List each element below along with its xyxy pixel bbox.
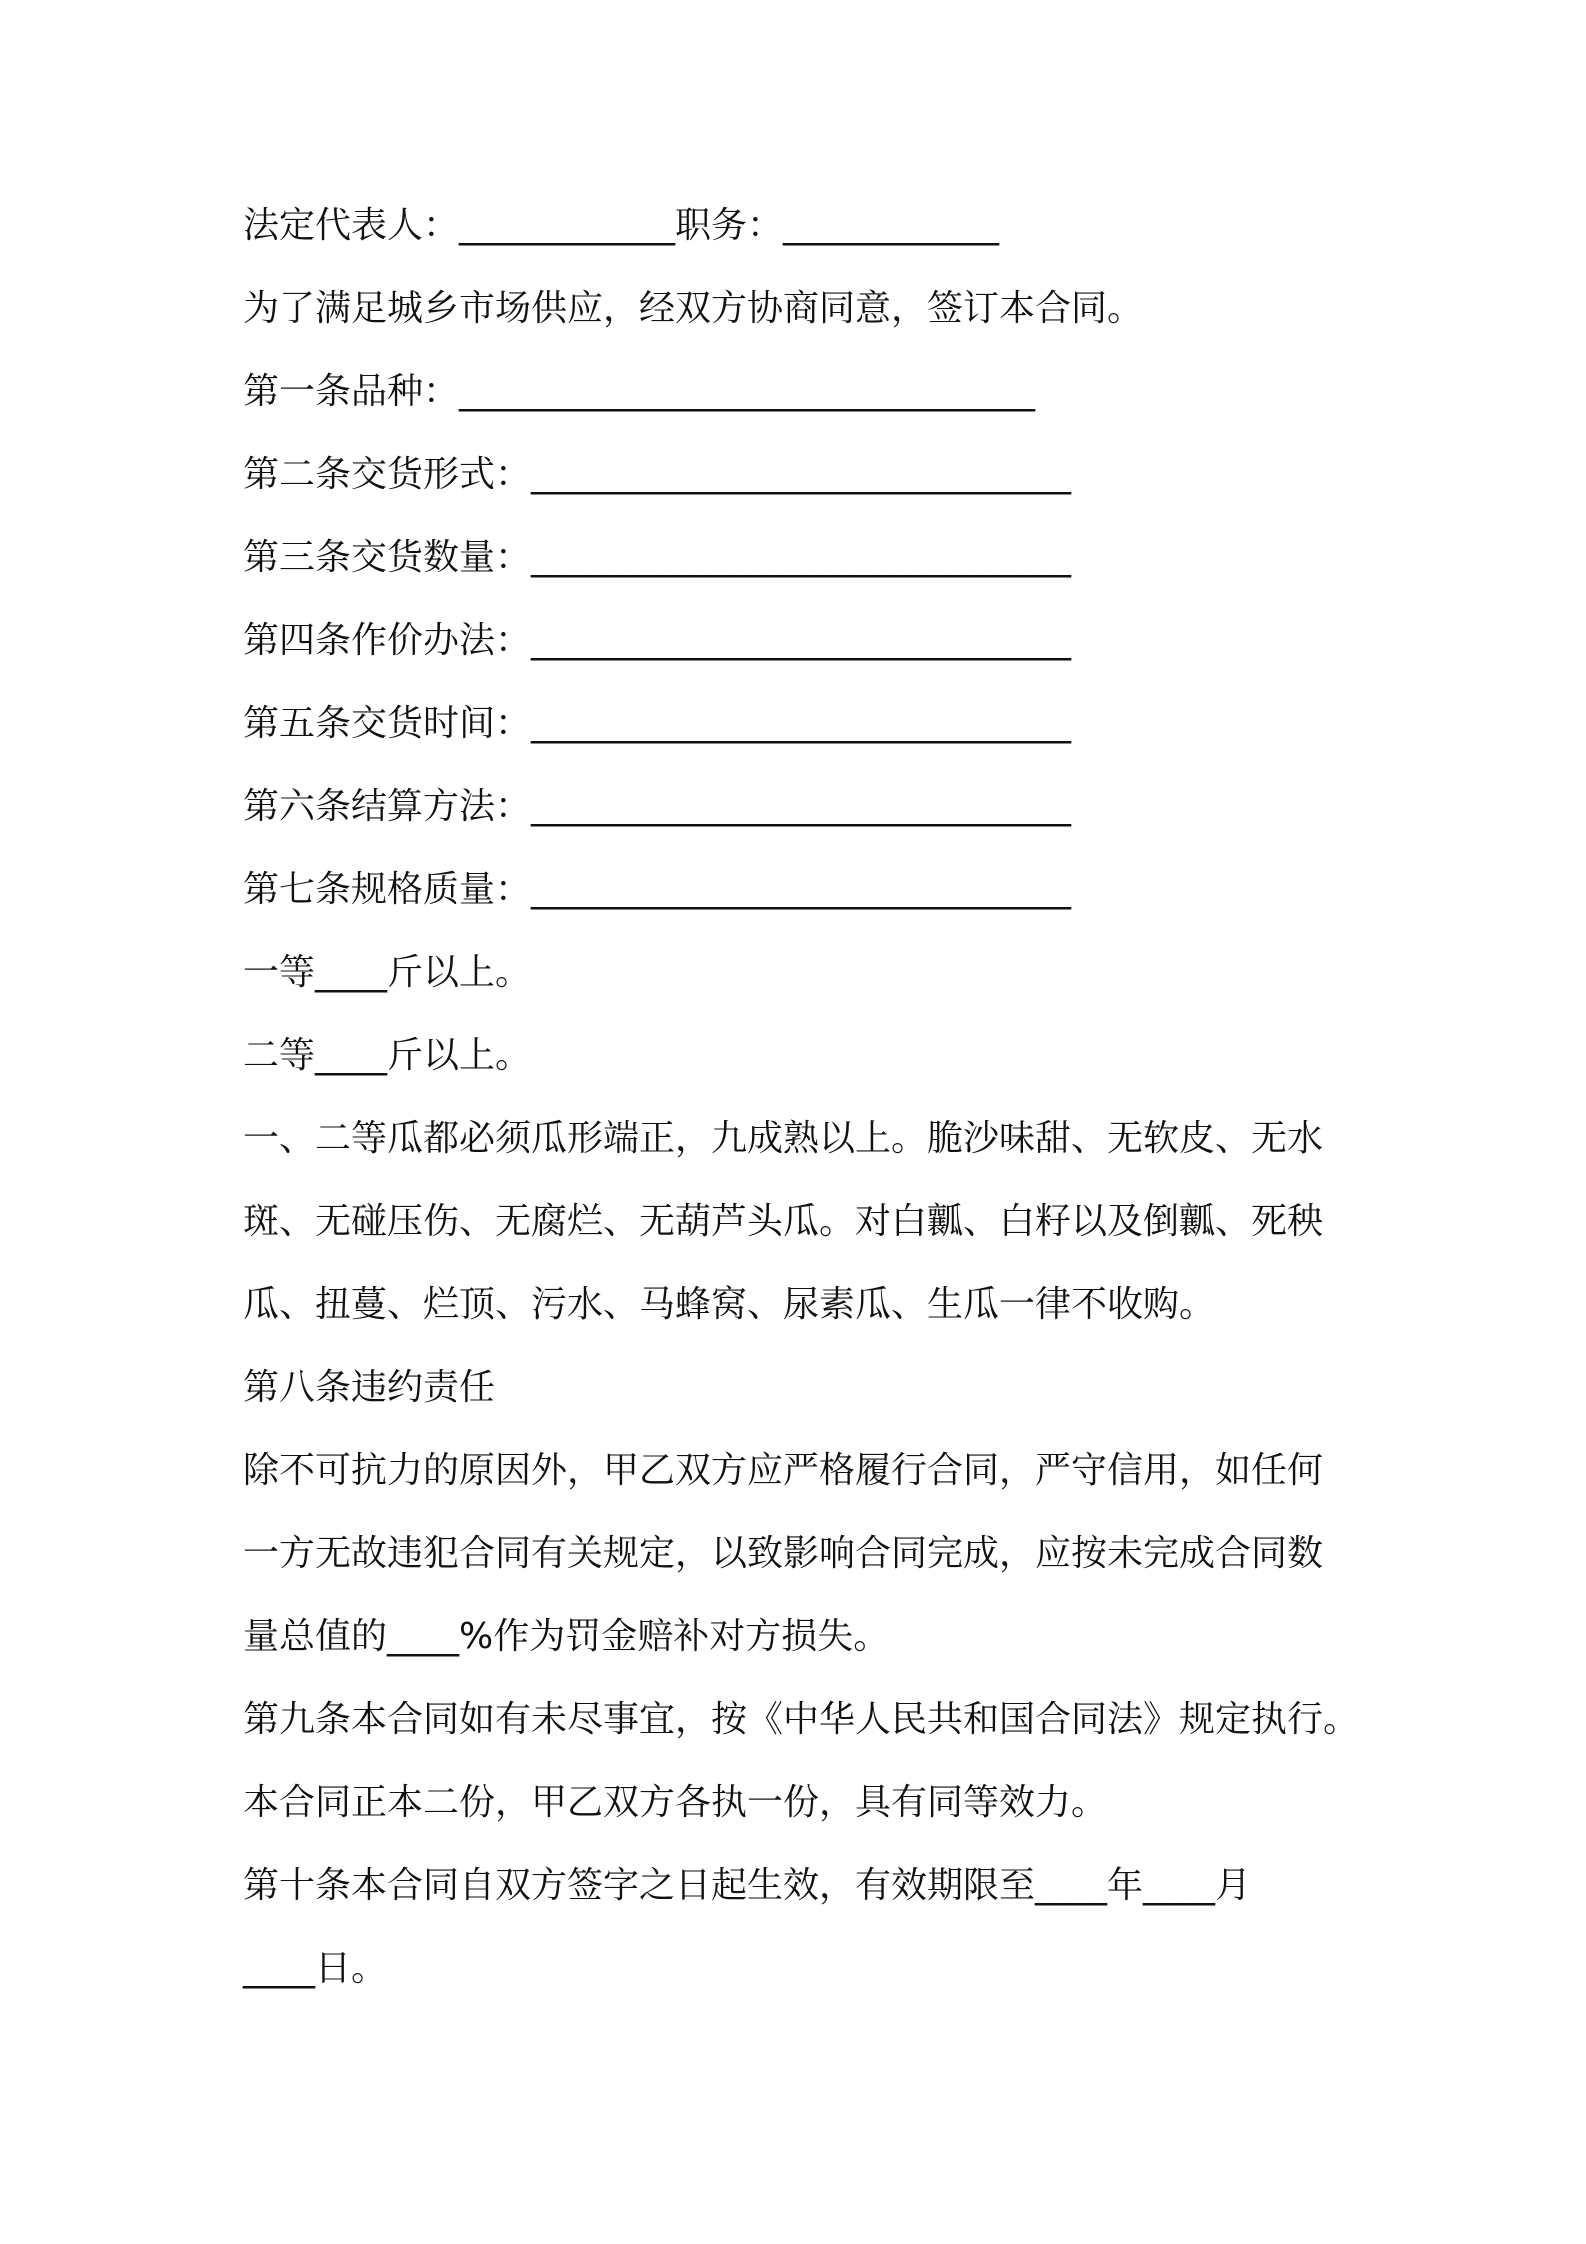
breach-paragraph-line-2: 一方无故违犯合同有关规定，以致影响合同完成，应按未完成合同数 [243,1533,1324,1574]
article-2-delivery-form: 第二条交货形式：______________________________ [243,454,1072,495]
article-9-line: 第九条本合同如有未尽事宜，按《中华人民共和国合同法》规定执行。 [243,1699,1360,1740]
quality-paragraph-line-3: 瓜、扭蔓、烂顶、污水、马蜂窝、尿素瓜、生瓜一律不收购。 [243,1284,1216,1325]
article-5-delivery-time: 第五条交货时间：______________________________ [243,703,1072,744]
legal-representative-line: 法定代表人：____________职务：____________ [243,205,1000,246]
breach-paragraph-line-1: 除不可抗力的原因外，甲乙双方应严格履行合同，严守信用，如任何 [243,1450,1324,1491]
quality-paragraph-line-1: 一、二等瓜都必须瓜形端正，九成熟以上。脆沙味甜、无软皮、无水 [243,1118,1324,1159]
article-6-settlement-method: 第六条结算方法：______________________________ [243,786,1072,827]
article-1-variety: 第一条品种：________________________________ [243,371,1036,412]
copies-line: 本合同正本二份，甲乙双方各执一份，具有同等效力。 [243,1782,1108,1823]
breach-paragraph-line-3: 量总值的____%作为罚金赔补对方损失。 [243,1616,890,1657]
article-4-pricing-method: 第四条作价办法：______________________________ [243,620,1072,661]
quality-paragraph-line-2: 斑、无碰压伤、无腐烂、无葫芦头瓜。对白瓤、白籽以及倒瓤、死秧 [243,1201,1324,1242]
article-8-heading: 第八条违约责任 [243,1367,496,1408]
grade-1-line: 一等____斤以上。 [243,952,532,993]
article-3-delivery-quantity: 第三条交货数量：______________________________ [243,537,1072,578]
contract-body [243,205,1363,2031]
contract-purpose-line: 为了满足城乡市场供应，经双方协商同意，签订本合同。 [243,288,1144,329]
article-10-line-1: 第十条本合同自双方签字之日起生效，有效期限至____年____月 [243,1865,1252,1906]
grade-2-line: 二等____斤以上。 [243,1035,532,1076]
article-7-specification-quality: 第七条规格质量：______________________________ [243,869,1072,910]
article-10-line-2: ____日。 [243,1948,388,1989]
